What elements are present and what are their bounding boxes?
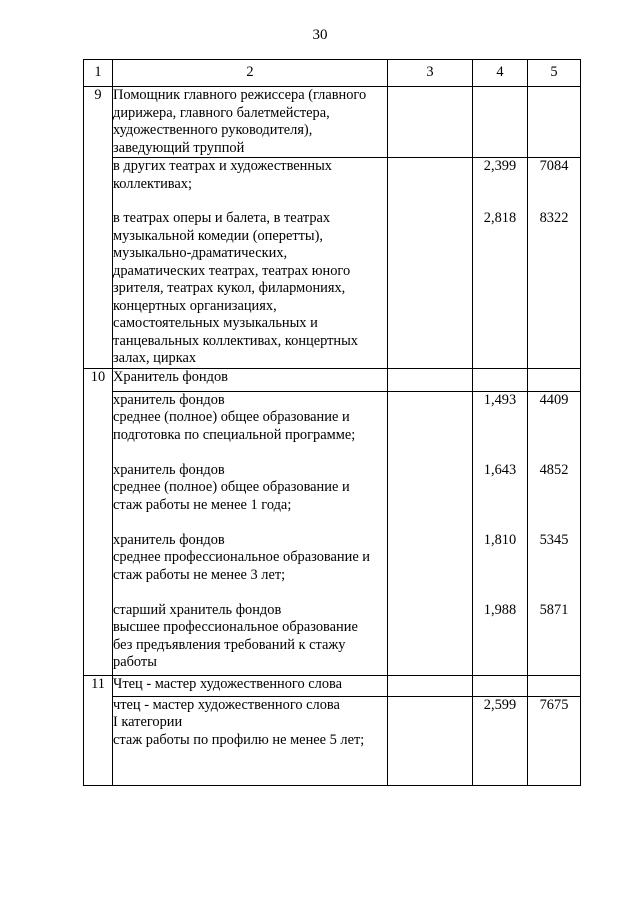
subrow-text: старший хранитель фондов высшее профессиональное образование без предъявления требований к стажу работы [113,601,358,670]
empty-cell [388,696,473,785]
coefficient-value: 1,493 [483,391,517,408]
salary-value: 4409 [539,391,569,408]
empty-cell [528,675,581,696]
coefficient-cell [473,696,528,785]
subrow-text: в других театрах и художественных коллективах; [113,158,332,192]
salary-table [83,59,581,786]
subrow-text: хранитель фондов среднее (полное) общее образование и подготовка по специальной программе; [113,391,356,443]
salary-value: 5871 [539,601,569,618]
column-header: 4 [473,60,528,87]
coefficient-value: 2,599 [483,696,517,713]
empty-cell [528,87,581,158]
column-header: 2 [113,60,388,87]
subrow-text: хранитель фондов среднее профессиональное образование и стаж работы не менее 3 лет; [113,531,371,583]
subrow-text: в театрах оперы и балета, в театрах музыкальной комедии (оперетты), музыкально-драматических, драматических театрах, театрах юного зрителя, театрах кукол, филармониях, концертных организациях, самостоятельных музыкальных и танцевальных коллективах, концертных залах, цирках [113,210,358,366]
table-row [84,696,581,785]
empty-cell [388,391,473,675]
subrows-cell [113,696,388,785]
row-number: 11 [84,675,113,785]
empty-cell [388,368,473,391]
subrows-cell [113,158,388,369]
salary-value: 5345 [539,531,569,548]
table-row [84,391,581,675]
empty-cell [473,675,528,696]
subrows-cell [113,391,388,675]
salary-cell [528,158,581,369]
coefficient-value: 2,818 [483,210,517,226]
row-number: 10 [84,368,113,675]
salary-value: 8322 [539,210,569,226]
coefficient-value: 1,988 [483,601,517,618]
salary-value: 4852 [539,461,569,478]
column-header: 3 [388,60,473,87]
salary-value: 7675 [539,696,569,713]
empty-cell [388,675,473,696]
salary-value: 7084 [539,158,569,174]
page-number: 30 [312,27,328,43]
subrow-text: чтец - мастер художественного слова I категории стаж работы по профилю не менее 5 лет; [113,696,365,748]
coefficient-value: 1,643 [483,461,517,478]
position-title: Хранитель фондов [113,368,388,391]
empty-cell [473,368,528,391]
table-row [84,87,581,158]
position-title: Чтец - мастер художественного слова [113,675,388,696]
coefficient-value: 1,810 [483,531,517,548]
empty-cell [388,158,473,369]
empty-cell [388,87,473,158]
row-number: 9 [84,87,113,369]
column-header: 5 [528,60,581,87]
coefficient-cell [473,391,528,675]
table-row [84,368,581,391]
table-row [84,158,581,369]
salary-cell [528,696,581,785]
subrow-text: хранитель фондов среднее (полное) общее образование и стаж работы не менее 1 года; [113,461,350,513]
table-header-row [84,60,581,87]
table-row [84,675,581,696]
empty-cell [473,87,528,158]
coefficient-cell [473,158,528,369]
position-title: Помощник главного режиссера (главного дирижера, главного балетмейстера, художественного руководителя), заведующий труппой [113,87,388,158]
column-header: 1 [84,60,113,87]
coefficient-value: 2,399 [483,158,517,174]
salary-cell [528,391,581,675]
empty-cell [528,368,581,391]
